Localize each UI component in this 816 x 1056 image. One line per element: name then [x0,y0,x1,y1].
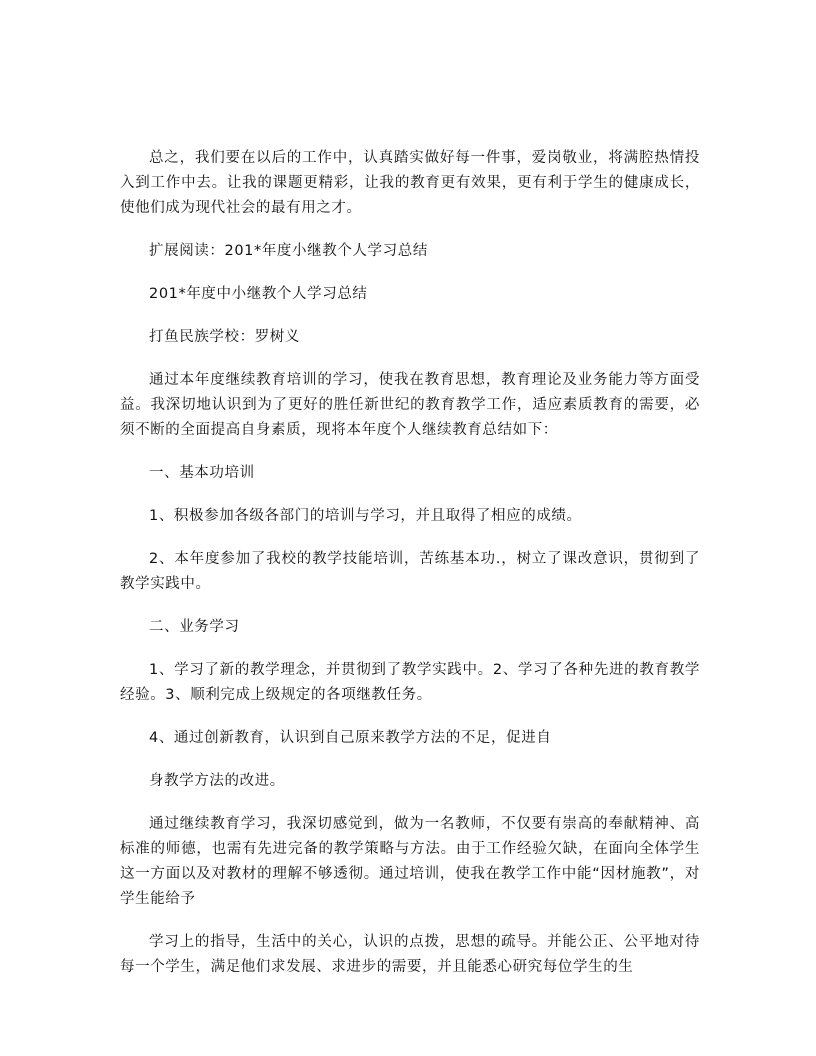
extended-reading-heading: 扩展阅读：201*年度小继教个人学习总结 [149,243,428,259]
paragraph-guidance: 学习上的指导，生活中的关心，认识的点拨，思想的疏导。并能公正、公平地对待每一个学生，满足他们求发展、求进步的需要，并且能悉心研究每位学生的生 [120,934,700,975]
section-heading-basic-skills: 一、基本功培训 [149,465,255,481]
list-item: 4、通过创新教育，认识到自己原来教学方法的不足，促进自 [149,730,552,746]
paragraph-reflection: 通过继续教育学习，我深切感觉到，做为一名教师，不仅要有崇高的奉献精神、高标准的师德，也需有先进完备的教学策略与方法。由于工作经验欠缺，在面向全体学生这一方面以及对教材的理解不够透彻。通过培训，使我在教学工作中能“因材施教”，对学生能给予 [120,816,700,907]
paragraph-intro: 通过本年度继续教育培训的学习，使我在教育思想，教育理论及业务能力等方面受益。我深切地认识到为了更好的胜任新世纪的教育教学工作，适应素质教育的需要，必须不断的全面提高自身素质，现将本年度个人继续教育总结如下： [120,372,700,438]
document-title: 201*年度中小继教个人学习总结 [149,286,368,302]
list-item: 2、本年度参加了我校的教学技能培训，苦练基本功.，树立了课改意识，贯彻到了教学实践中。 [120,551,700,592]
author-line: 打鱼民族学校：罗树义 [149,329,300,345]
section-heading-business-study: 二、业务学习 [149,619,240,635]
list-item: 1、积极参加各级各部门的培训与学习，并且取得了相应的成绩。 [149,508,582,524]
paragraph-conclusion: 总之，我们要在以后的工作中，认真踏实做好每一件事，爱岗敬业，将满腔热情投入到工作中去。让我的课题更精彩，让我的教育更有效果，更有利于学生的健康成长，使他们成为现代社会的最有用之才。 [120,150,700,216]
list-item: 1、学习了新的教学理念，并贯彻到了教学实践中。2、学习了各种先进的教育教学经验。3、顺利完成上级规定的各项继教任务。 [120,662,700,703]
document-body [120,146,700,998]
list-item-continuation: 身教学方法的改进。 [149,773,285,789]
